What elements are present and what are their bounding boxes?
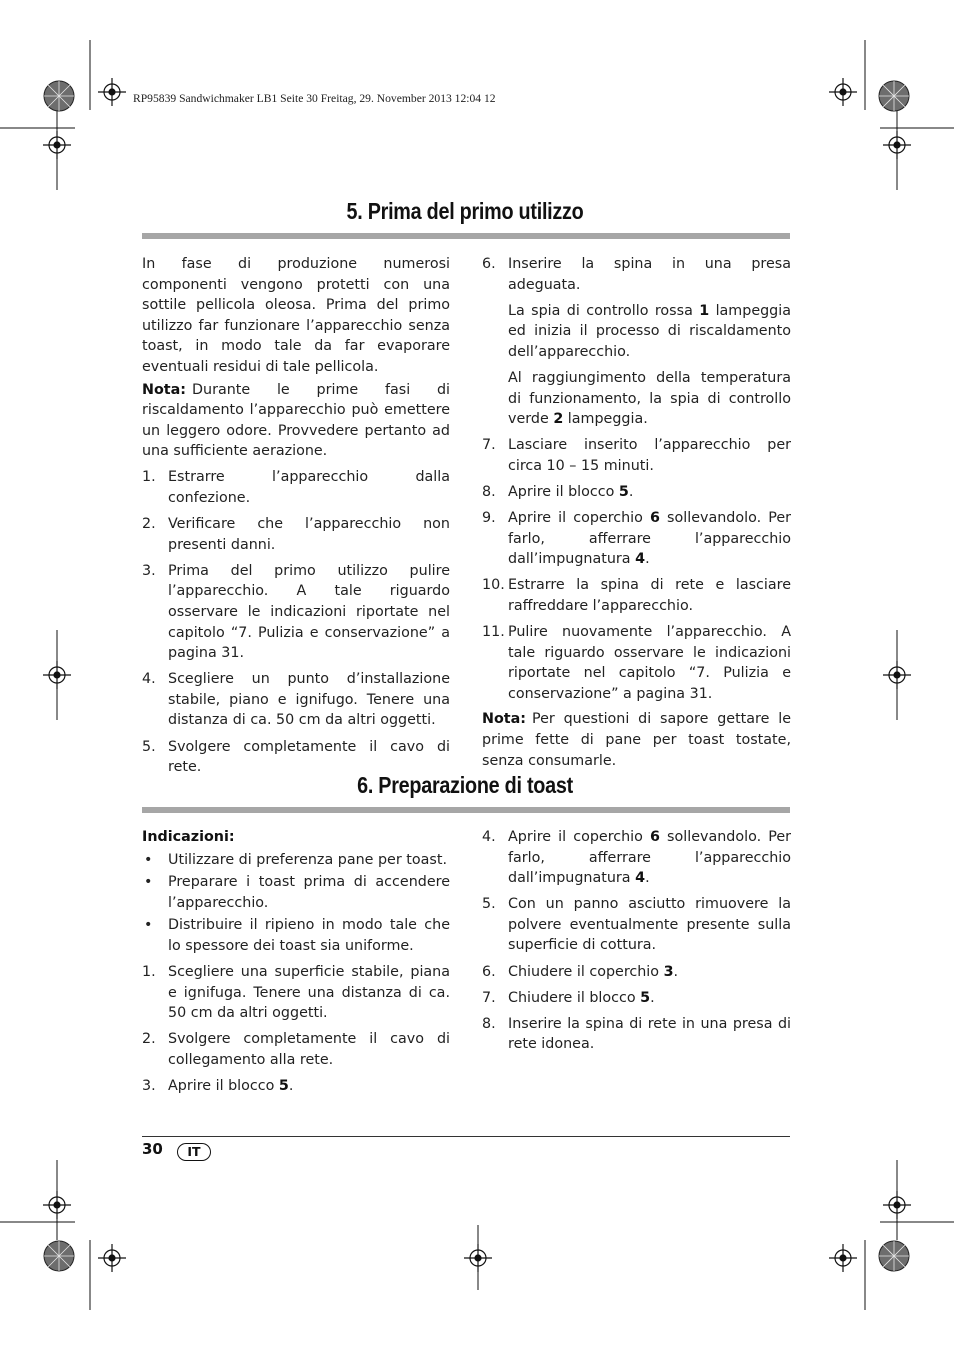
list-text: Prima del primo utilizzo pulire l’apparecchio. A tale riguardo osservare le indicazioni riportate nel capitolo “7. Pulizia e conservazione” a pagina 31. <box>168 562 450 662</box>
list-number: 10. <box>482 577 505 594</box>
list-text: Pulire nuovamente l’apparecchio. A tale riguardo osservare le indicazioni riportate nel capitolo “7. Pulizia e conservazione” a pagina 31. <box>508 624 791 702</box>
list-number: 3. <box>142 562 156 579</box>
text-run: lampeggia. <box>563 411 648 428</box>
note-label: Nota: <box>142 381 186 398</box>
list-text: Lasciare inserito l’apparecchio per circa 10 – 15 minuti. <box>508 437 791 474</box>
indications-heading <box>142 827 450 848</box>
list-number: 9. <box>482 510 496 527</box>
list-text: Inserire la spina in una presa adeguata. <box>508 256 791 293</box>
list-number: 4. <box>142 671 156 688</box>
part-number: 5 <box>278 1078 289 1095</box>
list-text: Inserire la spina di rete in una presa di rete idonea. <box>508 1015 791 1053</box>
list-number: 1. <box>142 964 156 981</box>
crosshair-mark-top-left <box>98 78 126 106</box>
list-number: 8. <box>482 1015 496 1032</box>
section-5-intro: In fase di produzione numerosi componenti vengono protetti con una sottile pellicola oleosa. Prima del primo utilizzo far funzionare l’apparecchio senza toast, in modo tale da far evaporare eventuali residui di tale pellicola. <box>142 256 450 375</box>
section-5-note-1 <box>142 380 450 462</box>
bullet-icon: • <box>144 874 153 891</box>
note-label: Nota: <box>482 711 526 728</box>
list-item <box>142 514 450 555</box>
text-run: La spia di controllo rossa <box>508 302 700 319</box>
part-number: 2 <box>553 411 564 428</box>
list-item <box>482 482 791 503</box>
list-text: Estrarre l’apparecchio dalla confezione. <box>168 469 450 507</box>
list-item <box>142 1076 450 1097</box>
text-run: Aprire il coperchio <box>508 829 650 845</box>
section-6-title: 6. Preparazione di toast <box>357 772 573 798</box>
list-number: 6. <box>482 256 496 272</box>
bullet-icon: • <box>144 917 153 934</box>
list-item <box>482 894 791 956</box>
text-run: Al raggiungimento della temperatura di funzionamento, la spia di controllo verde <box>508 369 791 428</box>
section-6-right-column <box>482 827 791 1055</box>
text-run: . <box>645 551 650 568</box>
list-item <box>482 1014 791 1055</box>
text-run: Aprire il blocco <box>168 1078 279 1095</box>
list-number: 11. <box>482 624 505 640</box>
part-number: 1 <box>699 302 710 319</box>
list-item <box>482 508 791 570</box>
text-run: sollevandolo. Per farlo, afferrare l’apparecchio dall’impugnatura <box>508 510 791 568</box>
section-5-right-column <box>482 254 791 771</box>
note-text: Durante le prime fasi di riscaldamento l’apparecchio può emettere un leggero odore. Provvedere pertanto ad una sufficiente aerazione. <box>142 381 450 460</box>
text-run: Aprire il blocco <box>508 483 619 500</box>
section-6-rule <box>142 807 790 813</box>
text-run: Chiudere il coperchio <box>508 963 664 980</box>
list-item <box>142 850 450 871</box>
part-number: 5 <box>618 483 629 500</box>
list-number: 1. <box>142 469 156 486</box>
part-number: 6 <box>650 510 660 527</box>
section-5-title: 5. Prima del primo utilizzo <box>346 198 584 224</box>
list-text: Scegliere un punto d’installazione stabile, piano e ignifugo. Tenere una distanza di ca. 50 cm da altri oggetti. <box>168 671 450 729</box>
text-run: lampeggia ed inizia il processo di riscaldamento dell’apparecchio. <box>508 302 791 360</box>
part-number: 4 <box>635 551 646 568</box>
list-text: Con un panno asciutto rimuovere la polvere eventualmente presente sulla superficie di cottura. <box>508 896 791 954</box>
text-run: Chiudere il blocco <box>508 989 641 1006</box>
list-subparagraph <box>482 368 791 430</box>
section-5-rule <box>142 233 790 239</box>
list-text: Verificare che l’apparecchio non presenti danni. <box>168 516 450 553</box>
part-number: 4 <box>635 870 646 887</box>
list-item <box>142 1029 450 1070</box>
list-item <box>142 467 450 508</box>
part-number: 3 <box>663 963 674 980</box>
language-badge: IT <box>177 1143 211 1161</box>
footer-rule <box>142 1136 790 1137</box>
list-item <box>482 435 791 476</box>
note-text: Per questioni di sapore gettare le prime fette di pane per toast tostate, senza consumarle. <box>482 711 791 769</box>
list-text: Preparare i toast prima di accendere l’apparecchio. <box>168 874 450 911</box>
text-run: . <box>645 870 650 887</box>
text-run: . <box>673 963 679 980</box>
list-number: 7. <box>482 989 496 1006</box>
page-number: 30 <box>142 1140 163 1158</box>
list-item <box>482 254 791 295</box>
list-text: Scegliere una superficie stabile, piana e ignifuga. Tenere una distanza di ca. 50 cm da altri oggetti. <box>168 964 450 1022</box>
list-text: Utilizzare di preferenza pane per toast. <box>168 851 447 868</box>
list-number: 5. <box>142 738 156 755</box>
part-number: 5 <box>640 989 651 1006</box>
list-item <box>482 622 791 704</box>
section-5-note-2 <box>482 709 791 771</box>
list-item <box>142 915 450 956</box>
list-item <box>142 561 450 664</box>
heading-text: Indicazioni: <box>142 829 235 845</box>
list-number: 4. <box>482 829 496 845</box>
list-item <box>482 575 791 616</box>
list-item <box>482 988 791 1009</box>
print-job-header: RP95839 Sandwichmaker LB1 Seite 30 Freitag, 29. November 2013 12:04 12 <box>133 92 496 105</box>
text-run: . <box>650 989 655 1006</box>
text-run: . <box>288 1078 294 1095</box>
text-run: sollevandolo. Per farlo, afferrare l’apparecchio dall’impugnatura <box>508 829 791 887</box>
list-item <box>142 872 450 913</box>
section-6-left-column <box>142 827 450 1097</box>
list-item <box>142 962 450 1024</box>
section-5-left-column <box>142 254 450 778</box>
list-number: 5. <box>482 896 496 913</box>
list-item <box>482 962 791 983</box>
list-text: Svolgere completamente il cavo di collegamento alla rete. <box>168 1031 450 1068</box>
list-number: 8. <box>482 483 496 500</box>
list-text: Distribuire il ripieno in modo tale che lo spessore dei toast sia uniforme. <box>168 917 450 954</box>
part-number: 6 <box>650 829 660 845</box>
list-text: Estrarre la spina di rete e lasciare raffreddare l’apparecchio. <box>508 577 791 614</box>
bullet-icon: • <box>144 851 153 868</box>
list-subparagraph <box>482 301 791 363</box>
list-number: 7. <box>482 437 496 454</box>
list-number: 3. <box>142 1078 156 1095</box>
list-number: 2. <box>142 1031 156 1048</box>
list-text: Svolgere completamente il cavo di rete. <box>168 738 450 776</box>
text-run: Aprire il coperchio <box>508 510 650 527</box>
list-number: 6. <box>482 963 496 980</box>
list-item <box>142 669 450 731</box>
list-number: 2. <box>142 516 156 533</box>
list-item <box>482 827 791 889</box>
text-run: . <box>628 483 634 500</box>
